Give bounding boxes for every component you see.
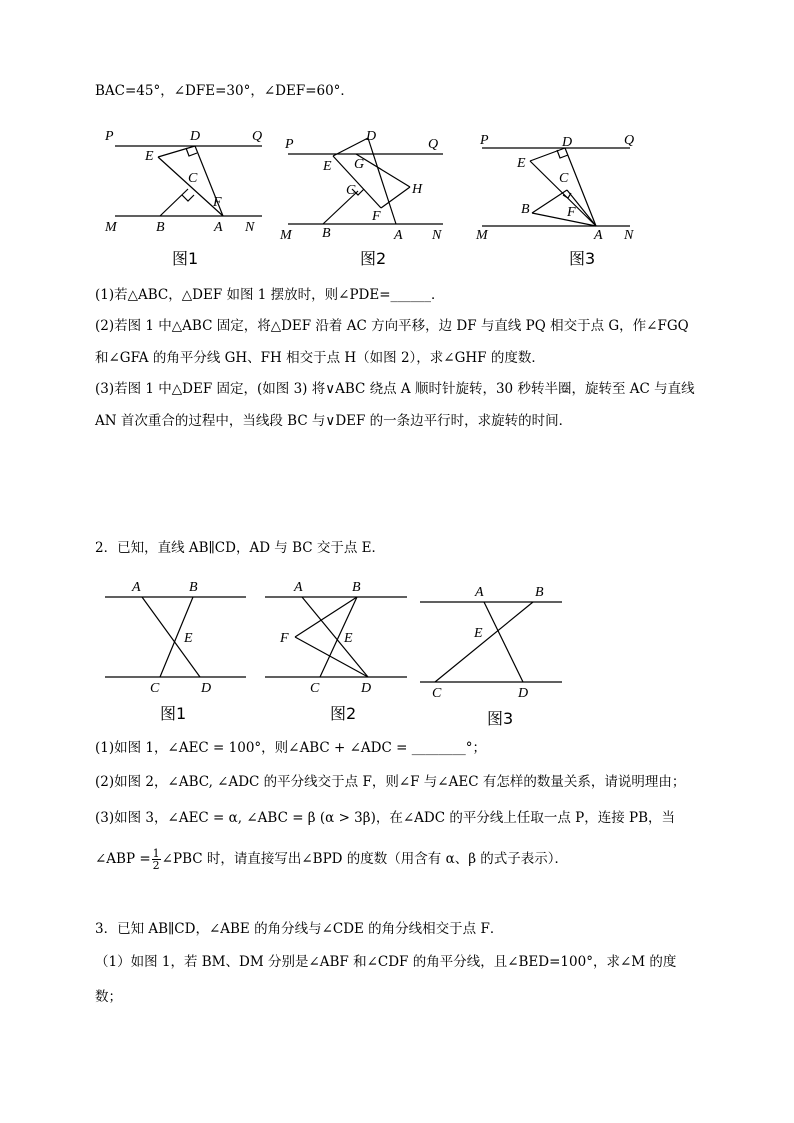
- label-F: F: [213, 195, 222, 210]
- label-Q: Q: [624, 133, 635, 148]
- label-D: D: [201, 681, 212, 696]
- label-A: A: [294, 580, 303, 595]
- label-G: G: [354, 157, 365, 172]
- q1-figure-2: [278, 123, 458, 268]
- fraction-denominator: 2: [152, 859, 160, 872]
- q3-title: 3．已知 AB∥CD，∠ABE 的角分线与∠CDE 的角分线相交于点 F．: [95, 921, 504, 937]
- label-C: C: [346, 183, 356, 198]
- label-N: N: [245, 220, 255, 235]
- q2-fig3-caption: 图3: [487, 709, 514, 728]
- q3-part1-line2: 数；: [95, 989, 122, 1005]
- q2-part1: (1)如图 1，∠AEC = 100°，则∠ABC + ∠ADC = ________°；: [95, 740, 486, 756]
- label-B: B: [535, 585, 544, 600]
- label-P: P: [105, 129, 114, 144]
- label-A: A: [214, 220, 223, 235]
- label-B: B: [352, 580, 361, 595]
- q2-figure-2: [260, 573, 415, 723]
- label-H: H: [412, 182, 423, 197]
- q2-part3-post: ∠PBC 时，请直接写出∠BPD 的度数（用含有 α、β 的式子表示）．: [161, 851, 569, 867]
- fraction-half: [152, 848, 161, 871]
- q2-fig2-caption: 图2: [330, 704, 357, 723]
- label-D: D: [562, 135, 573, 150]
- q1-part2-line2: 和∠GFA 的角平分线 GH、FH 相交于点 H（如图 2），求∠GHF 的度数．: [95, 350, 545, 366]
- label-F: F: [280, 631, 289, 646]
- q2-part3-pre: ∠ABP =: [95, 851, 151, 867]
- label-F: F: [567, 205, 576, 220]
- label-B: B: [156, 220, 165, 235]
- q1-fig2-caption: 图2: [360, 249, 387, 268]
- label-M: M: [476, 228, 488, 243]
- label-C: C: [150, 681, 160, 696]
- label-N: N: [624, 228, 634, 243]
- label-D: D: [190, 129, 201, 144]
- q2-title: 2．已知，直线 AB∥CD，AD 与 BC 交于点 E．: [95, 540, 386, 556]
- label-D: D: [366, 129, 377, 144]
- label-P: P: [285, 137, 294, 152]
- label-E: E: [145, 149, 154, 164]
- label-M: M: [280, 228, 292, 243]
- label-C: C: [432, 686, 442, 701]
- label-A: A: [594, 228, 603, 243]
- label-D: D: [518, 686, 529, 701]
- q2-part3-line2: [95, 846, 568, 872]
- label-Q: Q: [252, 129, 263, 144]
- q1-part3-line1: (3)若图 1 中△DEF 固定，(如图 3) 将∨ABC 绕点 A 顺时针旋转，30 秒转半圈，旋转至 AC 与直线: [95, 381, 695, 397]
- label-C: C: [310, 681, 320, 696]
- label-E: E: [184, 631, 193, 646]
- label-D: D: [361, 681, 372, 696]
- q1-figure-3: [472, 123, 652, 268]
- label-Q: Q: [428, 137, 439, 152]
- q2-part2: (2)如图 2，∠ABC, ∠ADC 的平分线交于点 F，则∠F 与∠AEC 有怎样的数量关系，请说明理由；: [95, 774, 686, 790]
- q1-part2-line1: (2)若图 1 中△ABC 固定，将△DEF 沿着 AC 方向平移，边 DF 与直线 PQ 相交于点 G，作∠FGQ: [95, 318, 689, 334]
- label-B: B: [521, 202, 530, 217]
- q3-part1-line1: （1）如图 1，若 BM、DM 分别是∠ABF 和∠CDF 的角平分线，且∠BED=100°，求∠M 的度: [95, 954, 677, 970]
- q1-fig3-caption: 图3: [569, 249, 596, 268]
- q2-fig1-caption: 图1: [160, 704, 187, 723]
- label-F: F: [372, 209, 381, 224]
- fraction-numerator: 1: [152, 847, 160, 860]
- label-B: B: [322, 226, 331, 241]
- label-N: N: [432, 228, 442, 243]
- label-E: E: [344, 631, 353, 646]
- label-E: E: [474, 626, 483, 641]
- label-E: E: [323, 159, 332, 174]
- q1-fig1-caption: 图1: [172, 249, 199, 268]
- label-A: A: [394, 228, 403, 243]
- q1-part1: (1)若△ABC，△DEF 如图 1 摆放时，则∠PDE=______．: [95, 287, 445, 303]
- label-C: C: [559, 171, 569, 186]
- label-B: B: [189, 580, 198, 595]
- q2-figure-1: [100, 573, 255, 723]
- q2-figure-3: [415, 573, 570, 728]
- q2-part3-line1: (3)如图 3，∠AEC = α, ∠ABC = β (α > 3β)，在∠ADC 的平分线上任取一点 P，连接 PB，当: [95, 810, 676, 826]
- q1-figure-1: [100, 123, 270, 268]
- label-E: E: [517, 156, 526, 171]
- label-A: A: [132, 580, 141, 595]
- label-M: M: [105, 220, 117, 235]
- q1-part3-line2: AN 首次重合的过程中，当线段 BC 与∨DEF 的一条边平行时，求旋转的时间．: [95, 413, 573, 429]
- intro-line: BAC=45°，∠DFE=30°，∠DEF=60°．: [95, 83, 354, 99]
- label-C: C: [188, 171, 198, 186]
- label-P: P: [480, 133, 489, 148]
- label-A: A: [475, 585, 484, 600]
